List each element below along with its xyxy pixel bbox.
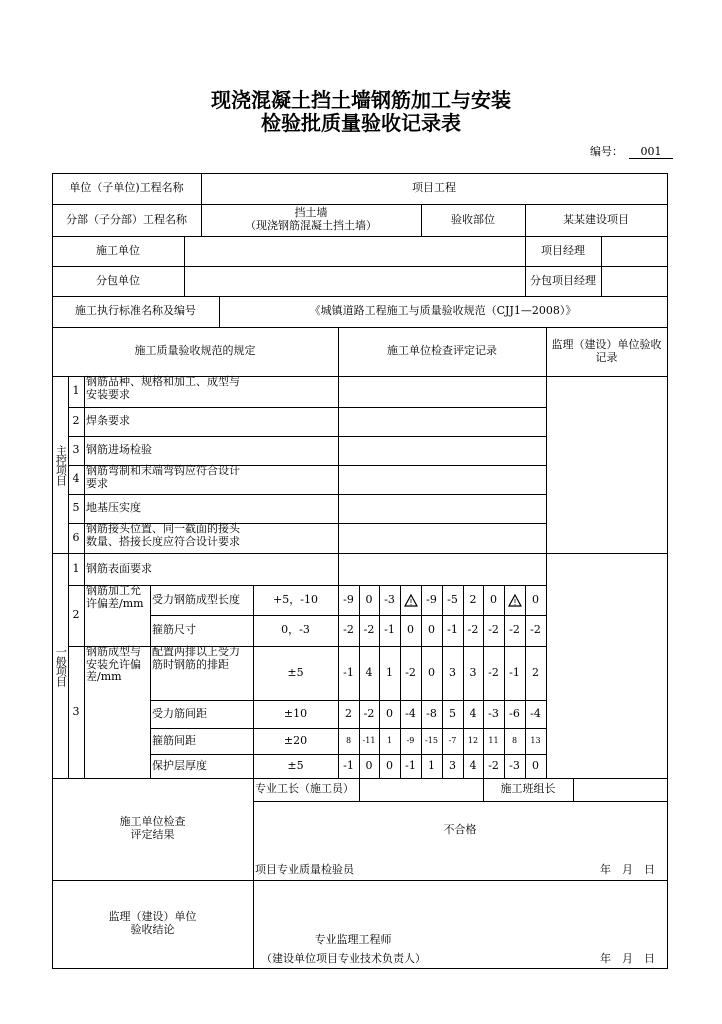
measurement-value <box>504 585 525 615</box>
sub-check-label: 箍筋尺寸 <box>152 623 196 637</box>
supervising-engineer-label-2: （建设单位项目专业技术负责人） <box>261 951 426 965</box>
main-item-label: 焊条要求 <box>86 414 130 428</box>
sub-project-value-line2: （现浇钢筋混凝土挡土墙） <box>245 219 377 232</box>
main-item-no: 3 <box>72 443 80 457</box>
measurement-value <box>400 585 421 615</box>
supervising-engineer-label: 专业监理工程师 <box>314 932 392 946</box>
main-item-label: 地基压实度 <box>86 501 141 515</box>
measurement-value: 0 <box>428 623 435 637</box>
col-line <box>184 236 185 296</box>
main-item-label-line1: 钢筋弯制和末端弯钩应符合设计 <box>86 464 240 477</box>
measurement-value: -2 <box>467 623 479 637</box>
unit-label: 单位（子单位)工程名称 <box>69 181 184 195</box>
sub-pm-label: 分包项目经理 <box>530 273 596 287</box>
number-label: 编号： <box>590 145 623 158</box>
measurement-value: -2 <box>363 706 375 720</box>
sub-project-label: 分部（子分部）工程名称 <box>66 212 187 226</box>
measurement-value: -3 <box>488 706 499 720</box>
measurement-value: 0 <box>428 665 435 679</box>
spec-header: 施工质量验收规范的规定 <box>134 344 256 358</box>
measurement-value: -1 <box>343 665 354 679</box>
measurement-value: 2 <box>532 665 539 679</box>
svg-text:!: ! <box>408 597 413 607</box>
supervision-header-line1: 监理（建设）单位验收 <box>551 337 662 351</box>
measurement-value: -3 <box>384 592 395 606</box>
general-item-no: 2 <box>72 608 80 622</box>
foreman-label: 专业工长（施工员） <box>255 782 354 796</box>
supervision-result-label-line2: 验收结论 <box>130 923 175 936</box>
main-item-label-line2: 数量、搭接长度应符合设计要求 <box>86 534 240 548</box>
tolerance: 0，-3 <box>281 623 310 637</box>
measurement-value: 0 <box>532 758 539 772</box>
measurement-value: 13 <box>530 736 541 746</box>
general-item-label <box>84 646 150 778</box>
tolerance: +5，-10 <box>273 592 318 606</box>
measurement-value: 1 <box>386 736 393 746</box>
main-item-label <box>84 376 338 407</box>
general-item-label-line1: 钢筋成型与 <box>86 645 141 658</box>
general-item-label-line2: 安装允许偏 <box>86 657 141 671</box>
col-line <box>601 236 602 296</box>
measurement-value: -2 <box>509 623 520 637</box>
unit-value: 项目工程 <box>412 181 456 195</box>
measurement-value: 4 <box>365 665 373 679</box>
measurement-value: 0 <box>365 758 373 772</box>
main-item-label-line2: 安装要求 <box>86 387 130 401</box>
warning-icon <box>404 594 418 607</box>
measurement-value: -8 <box>426 706 437 720</box>
tolerance: ±5 <box>287 758 304 772</box>
number-value: 001 <box>629 145 673 159</box>
sub-check-label <box>150 646 253 700</box>
measurement-value: -4 <box>405 706 416 720</box>
standard-value: 《城镇道路工程施工与质量验收规范（CJJ1—2008）》 <box>309 304 577 318</box>
pm-label: 项目经理 <box>541 243 585 257</box>
title-line-2: 检验批质量验收记录表 <box>261 111 461 135</box>
measurement-value: -2 <box>488 623 499 637</box>
sub-check-label-line1: 配置两排以上受力 <box>152 645 240 658</box>
measurement-value: -1 <box>343 758 354 772</box>
measurement-value: -11 <box>362 736 376 746</box>
construction-date: 年 月 日 <box>600 862 655 876</box>
measurement-value: 3 <box>449 665 456 679</box>
sub-check-label: 受力钢筋成型长度 <box>152 592 240 606</box>
general-items-group: 一般项目 <box>54 645 68 686</box>
general-item-label <box>84 585 150 646</box>
construction-result-value: 不合格 <box>443 822 477 836</box>
sub-project-value <box>201 204 421 236</box>
supervision-date: 年 月 日 <box>600 951 655 965</box>
main-item-label <box>84 523 338 553</box>
measurement-value: 8 <box>345 736 352 746</box>
measurement-value: 0 <box>386 706 393 720</box>
measurement-value: 8 <box>511 736 518 746</box>
standard-label: 施工执行标准名称及编号 <box>75 304 196 318</box>
record-header: 施工单位检查评定记录 <box>387 344 497 358</box>
measurement-value: 1 <box>386 665 393 679</box>
accept-part-value: 某某建设项目 <box>563 212 629 226</box>
col-line <box>359 778 360 801</box>
measurement-value: -2 <box>405 665 416 679</box>
tolerance: ±10 <box>283 706 308 720</box>
record-number <box>590 143 673 159</box>
supervision-result-label <box>52 880 253 968</box>
main-item-label-line2: 要求 <box>86 476 108 490</box>
measurement-value: 3 <box>449 758 456 772</box>
measurement-value: -1 <box>384 623 395 637</box>
measurement-value: 4 <box>469 758 477 772</box>
sub-project-value-line1: 挡土墙 <box>294 206 328 220</box>
measurement-value: -4 <box>530 706 541 720</box>
supervision-header-line2: 记录 <box>595 350 618 364</box>
row-line <box>253 801 668 802</box>
measurement-value: -2 <box>488 758 499 772</box>
main-item-label-line1: 钢筋品种、规格和加工、成型与 <box>86 375 240 388</box>
sub-check-label: 箍筋间距 <box>152 733 196 747</box>
col-line <box>573 778 574 801</box>
measurement-value: -7 <box>448 736 457 746</box>
measurement-value: -1 <box>509 665 520 679</box>
general-item-label-line2: 许偏差/mm <box>86 596 144 610</box>
tolerance: ±5 <box>287 665 304 679</box>
measurement-value: 1 <box>428 758 435 772</box>
measurement-value: 4 <box>469 706 477 720</box>
measurement-value: -9 <box>343 592 354 606</box>
measurement-value: 0 <box>386 758 393 772</box>
frame-right <box>667 173 668 969</box>
sub-check-label: 受力筋间距 <box>152 706 207 720</box>
general-item-label-line1: 钢筋加工允 <box>86 584 141 597</box>
measurement-value: 0 <box>532 592 539 606</box>
measurement-value: -9 <box>426 592 437 606</box>
main-item-no: 1 <box>72 384 80 398</box>
construction-result-label-line1: 施工单位检查 <box>119 815 186 829</box>
general-item-label: 钢筋表面要求 <box>86 561 152 575</box>
supervision-result-label-line1: 监理（建设）单位 <box>108 910 197 924</box>
measurement-value: -1 <box>447 623 458 637</box>
sub-check-label-line2: 筋时钢筋的排距 <box>152 657 229 671</box>
measurement-value: 2 <box>469 592 477 606</box>
measurement-value: 12 <box>467 736 479 746</box>
measurement-value: -2 <box>363 623 375 637</box>
main-item-no: 4 <box>72 472 80 486</box>
measurement-value: -9 <box>406 736 415 746</box>
main-item-label <box>84 465 338 494</box>
col-line <box>546 327 547 778</box>
general-item-no: 1 <box>72 561 80 575</box>
main-item-label-line1: 钢筋接头位置、同一截面的接头 <box>86 522 240 535</box>
construct-unit-label: 施工单位 <box>96 243 140 257</box>
general-item-label-line3: 差/mm <box>86 670 122 684</box>
sub-check-label: 保护层厚度 <box>152 758 207 772</box>
supervision-header <box>546 327 667 376</box>
construction-result-label-line2: 评定结果 <box>130 828 175 841</box>
measurement-value: -5 <box>447 592 458 606</box>
main-item-no: 2 <box>72 414 80 428</box>
accept-part-label: 验收部位 <box>451 212 495 226</box>
team-leader-label: 施工班组长 <box>500 782 556 796</box>
tolerance: ±20 <box>283 733 308 747</box>
measurement-value: -3 <box>509 758 520 772</box>
measurement-value: 5 <box>449 706 456 720</box>
measurement-value: 0 <box>490 592 497 606</box>
measurement-value: -6 <box>509 706 520 720</box>
measurement-value: 3 <box>469 665 477 679</box>
construction-result-label <box>52 778 253 880</box>
measurement-value: -2 <box>343 623 354 637</box>
measurement-value: -2 <box>488 665 499 679</box>
measurement-value: -15 <box>425 736 438 746</box>
main-items-group: 主控项目 <box>54 444 68 485</box>
warning-icon <box>508 594 522 607</box>
general-item-no: 3 <box>72 704 80 718</box>
inspector-label: 项目专业质量检验员 <box>255 862 354 876</box>
measurement-value: -2 <box>530 623 541 637</box>
subcontract-label: 分包单位 <box>96 273 140 287</box>
measurement-value: 0 <box>407 623 414 637</box>
svg-text:!: ! <box>512 597 517 607</box>
main-item-no: 5 <box>72 501 80 515</box>
title-line-1: 现浇混凝土挡土墙钢筋加工与安装 <box>211 88 511 112</box>
measurement-value: 0 <box>365 592 373 606</box>
main-item-no: 6 <box>72 530 80 544</box>
measurement-value: 11 <box>488 736 499 746</box>
main-item-label: 钢筋进场检验 <box>86 443 152 457</box>
measurement-value: -1 <box>405 758 416 772</box>
measurement-value: 2 <box>345 706 352 720</box>
